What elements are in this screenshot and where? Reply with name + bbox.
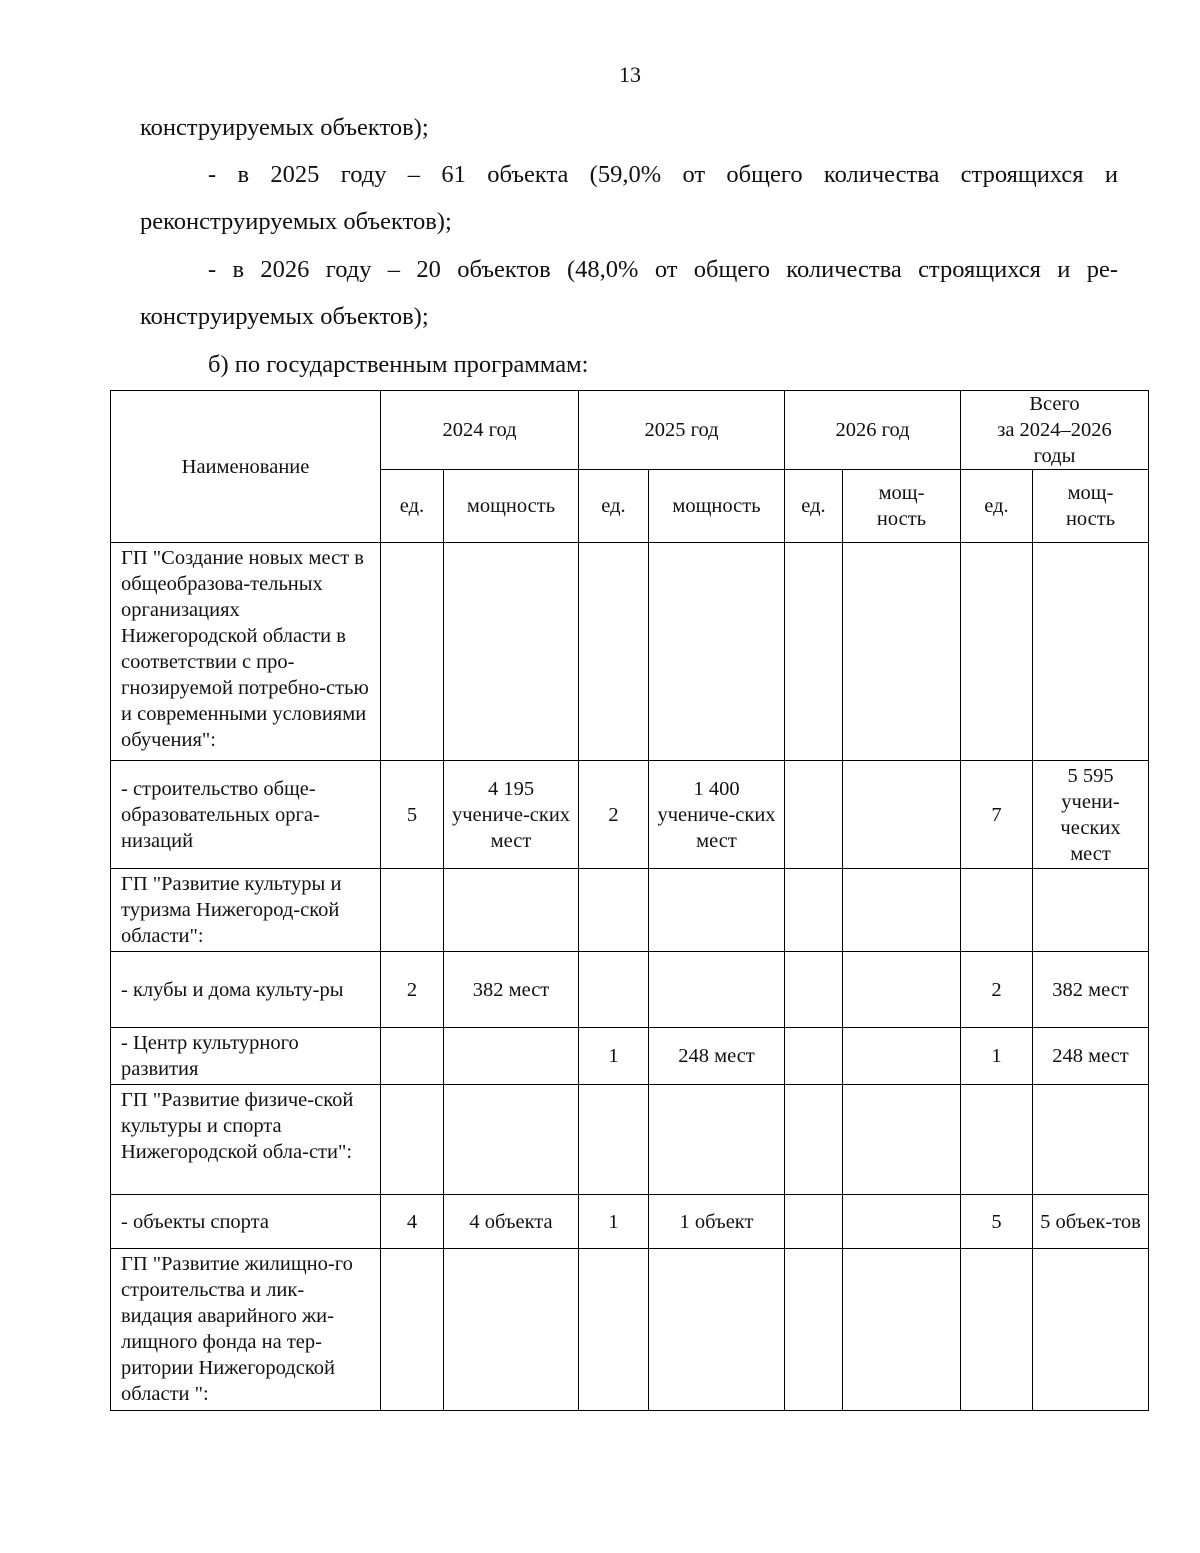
cell-capacity bbox=[649, 543, 785, 761]
cell-capacity: 4 объекта bbox=[444, 1195, 579, 1249]
cell-capacity bbox=[444, 543, 579, 761]
cell-capacity bbox=[843, 1195, 961, 1249]
cell-capacity bbox=[843, 1249, 961, 1411]
header-total-line: годы bbox=[1033, 445, 1076, 467]
cell-capacity: 248 мест bbox=[649, 1028, 785, 1085]
header-capacity bbox=[1033, 470, 1149, 543]
state-programs-table bbox=[110, 390, 1149, 1411]
cell-capacity bbox=[843, 1085, 961, 1195]
cell-units bbox=[381, 1249, 444, 1411]
table-row bbox=[111, 543, 1149, 761]
cell-capacity bbox=[843, 952, 961, 1028]
row-name: - Центр культурного развития bbox=[111, 1028, 381, 1085]
cell-units bbox=[381, 543, 444, 761]
cell-units bbox=[579, 1249, 649, 1411]
cell-units: 2 bbox=[381, 952, 444, 1028]
header-units: ед. bbox=[381, 470, 444, 543]
cell-units bbox=[961, 869, 1033, 952]
header-total-line: за 2024–2026 bbox=[997, 419, 1112, 441]
header-capacity: мощность bbox=[444, 470, 579, 543]
cell-units: 1 bbox=[579, 1195, 649, 1249]
cell-capacity: 1 объект bbox=[649, 1195, 785, 1249]
header-capacity: мощность bbox=[649, 470, 785, 543]
cell-units: 5 bbox=[961, 1195, 1033, 1249]
cell-units bbox=[579, 543, 649, 761]
cell-units: 4 bbox=[381, 1195, 444, 1249]
header-capacity bbox=[843, 470, 961, 543]
cell-units: 2 bbox=[579, 761, 649, 869]
row-name: ГП "Развитие физиче-ской культуры и спорта Нижегородской обла-сти": bbox=[111, 1085, 381, 1195]
paragraph-line: - в 2025 году – 61 объекта (59,0% от общего количества строящихся и bbox=[208, 161, 1118, 188]
header-2025: 2025 год bbox=[579, 391, 785, 470]
table-row bbox=[111, 1249, 1149, 1411]
paragraph-line: б) по государственным программам: bbox=[208, 351, 589, 378]
paragraph-line: - в 2026 году – 20 объектов (48,0% от общего количества строящихся и ре- bbox=[208, 256, 1118, 283]
header-2024: 2024 год bbox=[381, 391, 579, 470]
header-capacity-line: ность bbox=[1065, 508, 1116, 530]
cell-capacity: 382 мест bbox=[1033, 952, 1149, 1028]
header-name: Наименование bbox=[111, 391, 381, 543]
header-units: ед. bbox=[785, 470, 843, 543]
cell-capacity bbox=[1033, 1249, 1149, 1411]
row-name: ГП "Развитие жилищно-го строительства и лик-видация аварийного жи-лищного фонда на тер-ритории Нижегородской области ": bbox=[111, 1249, 381, 1411]
header-units: ед. bbox=[579, 470, 649, 543]
cell-units bbox=[579, 1085, 649, 1195]
row-name: - строительство обще-образовательных орга-низаций bbox=[111, 761, 381, 869]
table-row bbox=[111, 1028, 1149, 1085]
cell-units bbox=[961, 1249, 1033, 1411]
cell-units: 2 bbox=[961, 952, 1033, 1028]
header-total-line: Всего bbox=[1029, 393, 1080, 415]
cell-capacity: 1 400 учениче-ских мест bbox=[649, 761, 785, 869]
table-row bbox=[111, 1085, 1149, 1195]
cell-units: 7 bbox=[961, 761, 1033, 869]
table-row bbox=[111, 761, 1149, 869]
cell-units bbox=[785, 952, 843, 1028]
cell-capacity bbox=[1033, 543, 1149, 761]
cell-capacity: 5 объек-тов bbox=[1033, 1195, 1149, 1249]
cell-capacity: 248 мест bbox=[1033, 1028, 1149, 1085]
cell-units: 5 bbox=[381, 761, 444, 869]
header-capacity-line: ность bbox=[876, 508, 927, 530]
cell-capacity bbox=[444, 1085, 579, 1195]
paragraph-line: реконструируемых объектов); bbox=[140, 208, 452, 235]
header-total bbox=[961, 391, 1149, 470]
cell-capacity bbox=[843, 869, 961, 952]
table-row bbox=[111, 952, 1149, 1028]
header-capacity-line: мощ- bbox=[1067, 482, 1114, 504]
cell-capacity bbox=[444, 1028, 579, 1085]
cell-capacity: 5 595 учени-ческих мест bbox=[1033, 761, 1149, 869]
cell-capacity bbox=[649, 952, 785, 1028]
cell-capacity bbox=[444, 1249, 579, 1411]
cell-units bbox=[579, 952, 649, 1028]
row-name: - клубы и дома культу-ры bbox=[111, 952, 381, 1028]
cell-capacity bbox=[1033, 869, 1149, 952]
cell-units bbox=[785, 761, 843, 869]
paragraph-line: конструируемых объектов); bbox=[140, 303, 429, 330]
row-name: ГП "Развитие культуры и туризма Нижегород-ской области": bbox=[111, 869, 381, 952]
header-2026: 2026 год bbox=[785, 391, 961, 470]
paragraph-line: конструируемых объектов); bbox=[140, 114, 429, 141]
cell-capacity bbox=[444, 869, 579, 952]
table-row bbox=[111, 1195, 1149, 1249]
cell-capacity bbox=[649, 869, 785, 952]
header-units: ед. bbox=[961, 470, 1033, 543]
cell-units: 1 bbox=[961, 1028, 1033, 1085]
cell-units bbox=[961, 543, 1033, 761]
cell-capacity bbox=[1033, 1085, 1149, 1195]
cell-units bbox=[579, 869, 649, 952]
cell-units bbox=[381, 1028, 444, 1085]
cell-units bbox=[785, 1249, 843, 1411]
cell-units bbox=[381, 1085, 444, 1195]
cell-capacity bbox=[649, 1085, 785, 1195]
cell-capacity bbox=[843, 761, 961, 869]
row-name: - объекты спорта bbox=[111, 1195, 381, 1249]
header-capacity-line: мощ- bbox=[878, 482, 925, 504]
cell-units bbox=[785, 1028, 843, 1085]
cell-units: 1 bbox=[579, 1028, 649, 1085]
page-number: 13 bbox=[619, 62, 641, 87]
cell-units bbox=[785, 869, 843, 952]
cell-capacity: 382 мест bbox=[444, 952, 579, 1028]
cell-units bbox=[961, 1085, 1033, 1195]
cell-units bbox=[785, 1195, 843, 1249]
cell-units bbox=[785, 1085, 843, 1195]
table-row bbox=[111, 869, 1149, 952]
cell-capacity: 4 195 учениче-ских мест bbox=[444, 761, 579, 869]
cell-units bbox=[381, 869, 444, 952]
cell-capacity bbox=[649, 1249, 785, 1411]
cell-units bbox=[785, 543, 843, 761]
row-name: ГП "Создание новых мест в общеобразова-тельных организациях Нижегородской области в соответствии с про-гнозируемой потребно-стью и современными условиями обучения": bbox=[111, 543, 381, 761]
cell-capacity bbox=[843, 1028, 961, 1085]
cell-capacity bbox=[843, 543, 961, 761]
